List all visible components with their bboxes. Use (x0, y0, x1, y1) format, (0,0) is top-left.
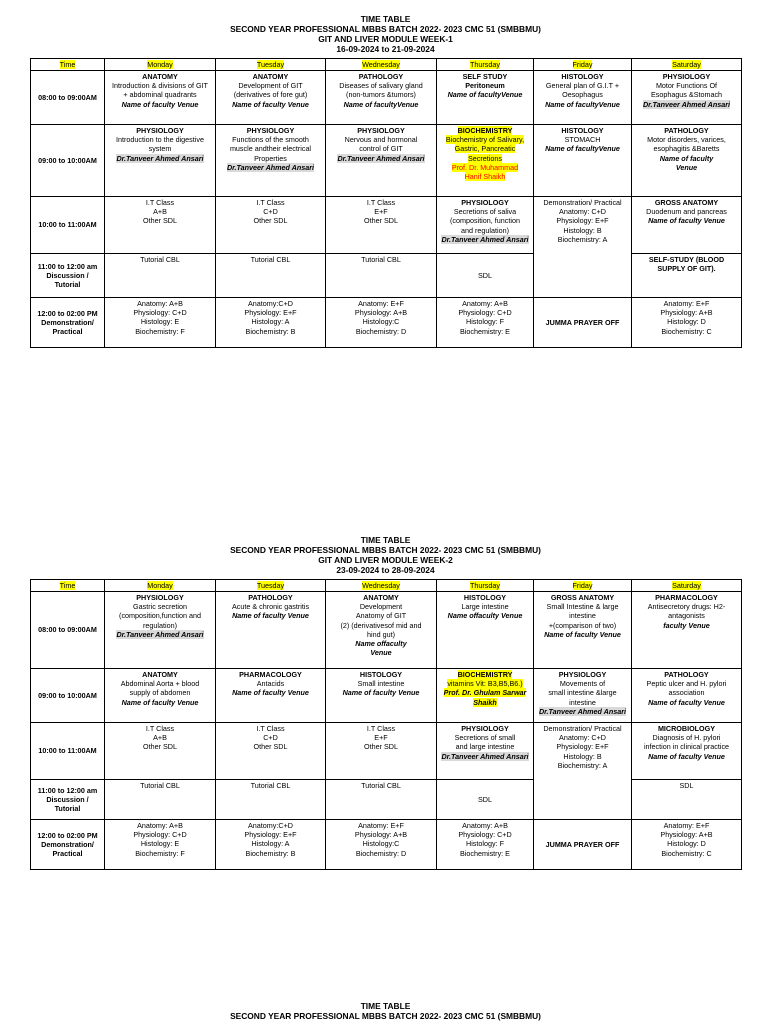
module-name: GIT AND LIVER MODULE WEEK-1 (318, 34, 453, 44)
schedule-table (30, 579, 742, 870)
session-cell: I.T Class C+D Other SDL (216, 723, 326, 780)
timetable-subtitle: SECOND YEAR PROFESSIONAL MBBS BATCH 2022- 2023 CMC 51 (SMBBMU) (230, 1011, 541, 1021)
date-range: 16-09-2024 to 21-09-2024 (336, 44, 435, 54)
session-cell: PHYSIOLOGY Nervous and hormonal control of GIT Dr.Tanveer Ahmed Ansari (326, 125, 437, 197)
table-row (31, 298, 742, 348)
session-cell: I.T Class E+F Other SDL (326, 197, 437, 254)
session-cell: ANATOMY Development of GIT (derivatives of fore gut) Name of faculty Venue (216, 71, 326, 125)
col-header-monday: Monday (105, 59, 216, 71)
session-cell: PHYSIOLOGY Gastric secretion (composition,function and regulation) Dr.Tanveer Ahmed Ansari (105, 592, 216, 669)
session-cell: JUMMA PRAYER OFF (534, 298, 632, 348)
session-cell: Tutorial CBL (105, 254, 216, 298)
time-cell: 08:00 to 09:00AM (31, 71, 105, 125)
timetable-subtitle: SECOND YEAR PROFESSIONAL MBBS BATCH 2022- 2023 CMC 51 (SMBBMU) (230, 24, 541, 34)
session-cell: Anatomy: A+B Physiology: C+D Histology: E Biochemistry: F (105, 820, 216, 870)
time-cell: 09:00 to 10:00AM (31, 125, 105, 197)
session-cell: Anatomy: A+B Physiology: C+D Histology: F Biochemistry: E (437, 820, 534, 870)
session-cell: Tutorial CBL (105, 780, 216, 820)
session-cell: Anatomy: E+F Physiology: A+B Histology:C Biochemistry: D (326, 820, 437, 870)
session-cell: ANATOMY Introduction & divisions of GIT + abdominal quadrants Name of faculty Venue (105, 71, 216, 125)
date-range: 23-09-2024 to 28-09-2024 (336, 565, 435, 575)
col-header-time: Time (31, 580, 105, 592)
faculty-name: Dr.Tanveer Ahmed Ansari (116, 629, 204, 639)
time-cell: 11:00 to 12:00 am Discussion / Tutorial (31, 780, 105, 820)
table-row (31, 197, 742, 254)
session-cell: SDL (437, 780, 534, 820)
session-cell: HISTOLOGY STOMACH Name of facultyVenue (534, 125, 632, 197)
time-cell: 08:00 to 09:00AM (31, 592, 105, 669)
table-row (31, 723, 742, 780)
faculty-name: Dr.Tanveer Ahmed Ansari (441, 234, 529, 244)
col-header-thursday: Thursday (437, 580, 534, 592)
module-name: GIT AND LIVER MODULE WEEK-2 (318, 555, 453, 565)
session-cell: Anatomy:C+D Physiology: E+F Histology: A Biochemistry: B (216, 298, 326, 348)
session-cell: Anatomy: E+F Physiology: A+B Histology: D Biochemistry: C (632, 298, 742, 348)
schedule-table (30, 58, 742, 348)
session-cell: PHARMACOLOGY Antacids Name of faculty Venue (216, 669, 326, 723)
session-cell: GROSS ANATOMY Duodenum and pancreas Name of faculty Venue (632, 197, 742, 254)
table-row (31, 780, 742, 820)
session-cell: HISTOLOGY Large intestine Name offaculty Venue (437, 592, 534, 669)
session-cell: JUMMA PRAYER OFF (534, 820, 632, 870)
col-header-friday: Friday (534, 59, 632, 71)
session-cell: Demonstration/ Practical Anatomy: C+D Physiology: E+F Histology: B Biochemistry: A (534, 723, 632, 820)
timetable-subtitle: SECOND YEAR PROFESSIONAL MBBS BATCH 2022- 2023 CMC 51 (SMBBMU) (230, 545, 541, 555)
session-cell: Anatomy: A+B Physiology: C+D Histology: F Biochemistry: E (437, 298, 534, 348)
session-cell: Anatomy: E+F Physiology: A+B Histology:C Biochemistry: D (326, 298, 437, 348)
session-cell: Anatomy:C+D Physiology: E+F Histology: A Biochemistry: B (216, 820, 326, 870)
session-cell: SELF-STUDY (BLOOD SUPPLY OF GIT). (632, 254, 742, 298)
session-cell: Tutorial CBL (216, 780, 326, 820)
table-row (31, 592, 742, 669)
timetable-week-1 (30, 14, 741, 348)
faculty-name: Dr.Tanveer Ahmed Ansari (538, 706, 627, 716)
col-header-thursday: Thursday (437, 59, 534, 71)
session-cell: I.T Class C+D Other SDL (216, 197, 326, 254)
time-cell: 10:00 to 11:00AM (31, 723, 105, 780)
col-header-tuesday: Tuesday (216, 59, 326, 71)
session-cell: GROSS ANATOMY Small Intestine & large intestine +(comparison of two) Name of faculty Venue (534, 592, 632, 669)
session-cell: Demonstration/ Practical Anatomy: C+D Physiology: E+F Histology: B Biochemistry: A (534, 197, 632, 298)
session-cell: PHYSIOLOGY Functions of the smooth muscle andtheir electrical Properties Dr.Tanveer Ahmed Ansari (216, 125, 326, 197)
timetable-title: TIME TABLE (360, 14, 411, 24)
session-cell: PHYSIOLOGY Secretions of small and large intestine Dr.Tanveer Ahmed Ansari (437, 723, 534, 780)
session-cell: PATHOLOGY Acute & chronic gastritis Name of faculty Venue (216, 592, 326, 669)
faculty-name: Dr.Tanveer Ahmed Ansari (337, 153, 425, 163)
session-cell: Tutorial CBL (326, 780, 437, 820)
table-row (31, 71, 742, 125)
session-cell: ANATOMY Abdominal Aorta + blood supply of abdomen Name of faculty Venue (105, 669, 216, 723)
session-cell: MICROBIOLOGY Diagnosis of H. pylori infection in clinical practice Name of faculty Venue (632, 723, 742, 780)
session-cell: HISTOLOGY General plan of G.I.T + Oesophagus Name of facultyVenue (534, 71, 632, 125)
col-header-saturday: Saturday (632, 59, 742, 71)
session-cell: PHYSIOLOGY Secretions of saliva (composition, function and regulation) Dr.Tanveer Ahmed Ansari (437, 197, 534, 254)
session-cell: ANATOMY Development Anatomy of GIT (2) (derivativesof mid and hind gut) Name offaculty Venue (326, 592, 437, 669)
timetable-title: TIME TABLE (360, 1001, 411, 1011)
session-cell: PATHOLOGY Motor disorders, varices, esophagitis &Baretts Name of faculty Venue (632, 125, 742, 197)
timetable-title: TIME TABLE (360, 535, 411, 545)
table-row (31, 254, 742, 298)
session-cell: BIOCHEMISTRY vitamins Vit: B3,B5,B6.) Prof. Dr. Ghulam Sarwar Shaikh (437, 669, 534, 723)
session-cell: PHARMACOLOGY Antisecretory drugs: H2- antagonists faculty Venue (632, 592, 742, 669)
session-cell: Tutorial CBL (326, 254, 437, 298)
header-row (31, 59, 742, 71)
session-cell: HISTOLOGY Small intestine Name of faculty Venue (326, 669, 437, 723)
session-cell: SDL (437, 254, 534, 298)
time-cell: 10:00 to 11:00AM (31, 197, 105, 254)
session-cell: PHYSIOLOGY Motor Functions Of Esophagus &Stomach Dr.Tanveer Ahmed Ansari (632, 71, 742, 125)
col-header-wednesday: Wednesday (326, 59, 437, 71)
col-header-monday: Monday (105, 580, 216, 592)
session-cell: I.T Class A+B Other SDL (105, 197, 216, 254)
col-header-saturday: Saturday (632, 580, 742, 592)
session-cell: BIOCHEMISTRY Biochemistry of Salivary, Gastric, Pancreatic Secretions Prof. Dr. Muhammad Hanif Shaikh (437, 125, 534, 197)
session-cell: SELF STUDY Peritoneum Name of facultyVenue (437, 71, 534, 125)
time-cell: 11:00 to 12:00 am Discussion / Tutorial (31, 254, 105, 298)
col-header-friday: Friday (534, 580, 632, 592)
time-cell: 09:00 to 10:00AM (31, 669, 105, 723)
session-cell: I.T Class E+F Other SDL (326, 723, 437, 780)
faculty-name: Dr.Tanveer Ahmed Ansari (642, 99, 731, 109)
session-cell: I.T Class A+B Other SDL (105, 723, 216, 780)
timetable-week-2 (30, 535, 741, 870)
table-row (31, 820, 742, 870)
session-cell: PATHOLOGY Peptic ulcer and H. pylori association Name of faculty Venue (632, 669, 742, 723)
faculty-name: Dr.Tanveer Ahmed Ansari (226, 162, 315, 172)
session-cell: PATHOLOGY Diseases of salivary gland (non-tumors &tumors) Name of facultyVenue (326, 71, 437, 125)
col-header-time: Time (31, 59, 105, 71)
session-cell: SDL (632, 780, 742, 820)
timetable-week-3 (30, 1001, 741, 1021)
session-cell: PHYSIOLOGY Introduction to the digestive system Dr.Tanveer Ahmed Ansari (105, 125, 216, 197)
faculty-name: Dr.Tanveer Ahmed Ansari (116, 153, 204, 163)
session-cell: PHYSIOLOGY Movements of small intestine &large intestine Dr.Tanveer Ahmed Ansari (534, 669, 632, 723)
faculty-name: Dr.Tanveer Ahmed Ansari (441, 751, 529, 761)
time-cell: 12:00 to 02:00 PM Demonstration/ Practical (31, 820, 105, 870)
time-cell: 12:00 to 02:00 PM Demonstration/ Practical (31, 298, 105, 348)
table-row (31, 669, 742, 723)
col-header-tuesday: Tuesday (216, 580, 326, 592)
table-row (31, 125, 742, 197)
session-cell: Anatomy: A+B Physiology: C+D Histology: E Biochemistry: F (105, 298, 216, 348)
header-row (31, 580, 742, 592)
session-cell: Tutorial CBL (216, 254, 326, 298)
session-cell: Anatomy: E+F Physiology: A+B Histology: D Biochemistry: C (632, 820, 742, 870)
col-header-wednesday: Wednesday (326, 580, 437, 592)
